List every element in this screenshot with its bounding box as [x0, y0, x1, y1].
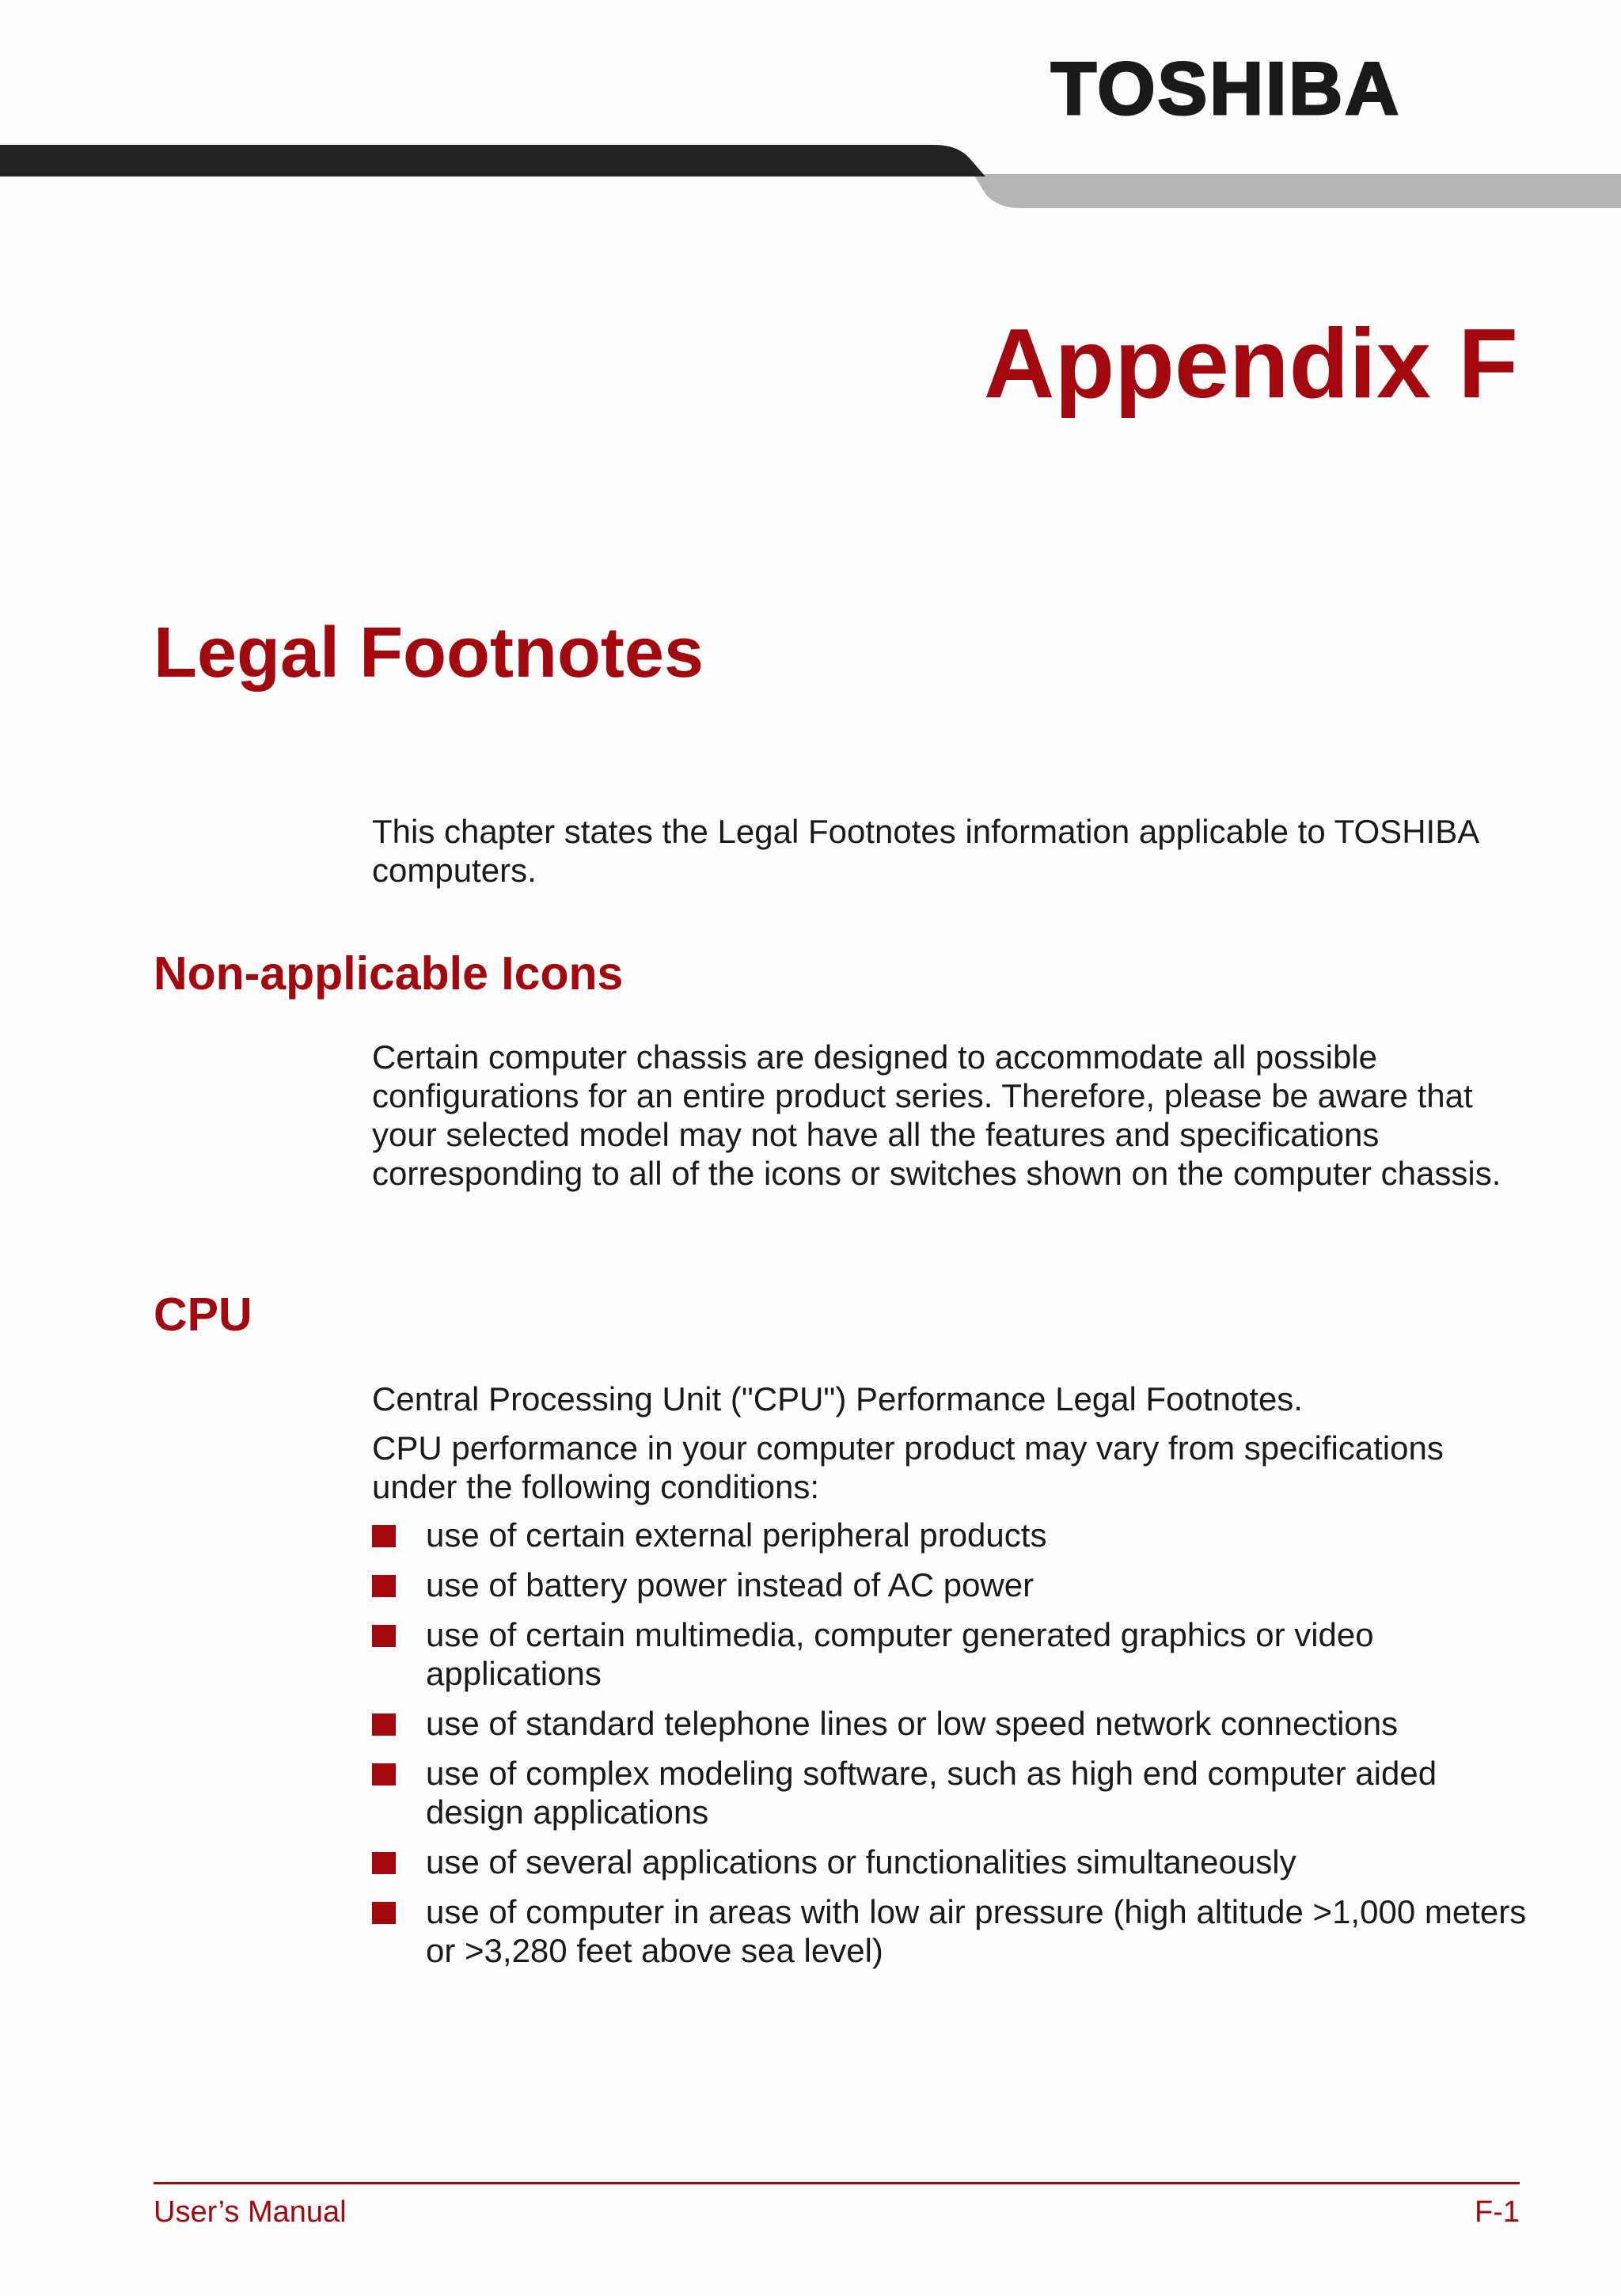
red-square-bullet-icon	[372, 1852, 396, 1874]
cpu-conditions-list	[372, 1516, 1528, 1981]
list-item: use of complex modeling software, such as high end computer aided design applications	[372, 1754, 1528, 1831]
intro-paragraph: This chapter states the Legal Footnotes information applicable to TOSHIBA computers.	[372, 813, 1478, 889]
header-decorative-bars	[0, 139, 1621, 214]
red-square-bullet-icon	[372, 1575, 396, 1597]
red-square-bullet-icon	[372, 1625, 396, 1647]
section-heading-non-applicable-icons: Non-applicable Icons	[154, 947, 624, 1000]
footer-page-number: F-1	[1475, 2195, 1520, 2229]
red-square-bullet-icon	[372, 1763, 396, 1786]
chapter-title: Legal Footnotes	[154, 613, 704, 693]
list-item: use of several applications or functionalities simultaneously	[372, 1842, 1528, 1881]
red-square-bullet-icon	[372, 1713, 396, 1736]
list-item: use of certain external peripheral products	[372, 1516, 1528, 1554]
red-square-bullet-icon	[372, 1525, 396, 1547]
footer-manual-label: User’s Manual	[154, 2195, 347, 2229]
list-item: use of computer in areas with low air pressure (high altitude >1,000 meters or >3,280 feet above sea level)	[372, 1892, 1528, 1970]
list-item: use of battery power instead of AC power	[372, 1565, 1528, 1604]
cpu-paragraph-2: CPU performance in your computer product may vary from specifications under the following conditions:	[372, 1429, 1444, 1505]
non-applicable-icons-paragraph: Certain computer chassis are designed to accommodate all possible configurations for an entire product series. Therefore, please be aware that your selected model may not have all the features and specifications corresponding to all of the icons or switches shown on the computer chassis.	[372, 1038, 1501, 1192]
footer-divider	[154, 2182, 1520, 2184]
toshiba-logo: TOSHIBA	[1050, 47, 1401, 130]
list-item: use of standard telephone lines or low speed network connections	[372, 1704, 1528, 1743]
list-item: use of certain multimedia, computer generated graphics or video applications	[372, 1615, 1528, 1693]
appendix-title: Appendix F	[983, 309, 1518, 419]
section-heading-cpu: CPU	[154, 1288, 252, 1341]
red-square-bullet-icon	[372, 1902, 396, 1924]
cpu-paragraph-1: Central Processing Unit ("CPU") Performance Legal Footnotes.	[372, 1380, 1303, 1417]
